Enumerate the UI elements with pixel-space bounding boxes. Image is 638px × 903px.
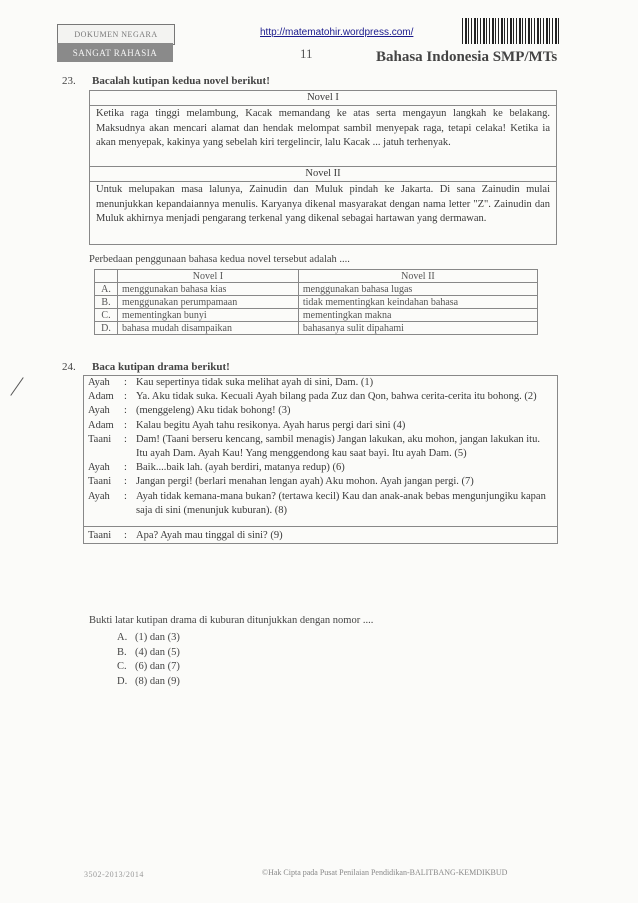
answer-option-c[interactable]: [95, 309, 538, 322]
choice-a[interactable]: [117, 631, 180, 646]
option-letter: B.: [95, 296, 118, 309]
option-novel-2-cell: menggunakan bahasa lugas: [298, 283, 537, 296]
choice-text: (6) dan (7): [135, 661, 180, 672]
stamp-sangat-rahasia: SANGAT RAHASIA: [57, 43, 173, 62]
table-header-novel-2: Novel II: [298, 270, 537, 283]
question-23-title: Bacalah kutipan kedua novel berikut!: [92, 75, 270, 87]
pen-mark: [10, 377, 23, 396]
speaker-name: Ayah: [88, 405, 110, 417]
choice-d[interactable]: [117, 675, 180, 690]
copyright-notice: ©Hak Cipta pada Pusat Penilaian Pendidikan-BALITBANG-KEMDIKBUD: [262, 868, 508, 877]
dialogue-text: Baik....baik lah. (ayah berdiri, matanya redup) (6): [136, 462, 345, 474]
drama-line: Ayah : Kau sepertinya tidak suka melihat ayah di sini, Dam. (1): [84, 376, 557, 390]
document-code: 3502-2013/2014: [84, 870, 144, 879]
drama-excerpt-box: [83, 375, 558, 544]
choice-text: (4) dan (5): [135, 646, 180, 658]
dialogue-text: Dam! (Taani berseru kencang, sambil menagis) Jangan lakukan, aku mohon, jangan lakukan itu. Itu ayah Dam. Ayah Kau! Yang menggendong kau saat bayi. Itu ayah Dam. (5): [136, 433, 540, 460]
question-24-number: 24.: [62, 361, 76, 373]
novel-2-text: Untuk melupakan masa lalunya, Zainudin dan Muluk pindah ke Jakarta. Di sana Zainudin mulai menunjukkan kepandaiannya menulis. Karyanya dikenal masyarakat dengan nama letter "Z". Zainudin dan Muluk akhirnya menjadi pengarang terkenal yang dikenal sebagai hartawan yang dermawan.: [96, 184, 550, 224]
answer-option-a[interactable]: [95, 283, 538, 296]
speaker-name: Taani: [88, 476, 112, 488]
choice-letter: C.: [117, 661, 127, 672]
drama-line: Adam : Kalau begitu Ayah tahu resikonya. Ayah harus pergi dari sini (4): [84, 419, 557, 433]
question-23-stem: Perbedaan penggunaan bahasa kedua novel tersebut adalah ....: [89, 254, 350, 265]
speaker-name: Ayah: [88, 462, 110, 474]
dialogue-text: Kalau begitu Ayah tahu resikonya. Ayah harus pergi dari sini (4): [136, 419, 406, 431]
novel-1-header: Novel I: [90, 91, 556, 106]
speaker-name: Ayah: [88, 490, 110, 502]
option-novel-2-cell: tidak mementingkan keindahan bahasa: [298, 296, 537, 309]
choice-c[interactable]: [117, 660, 180, 675]
option-letter: A.: [95, 283, 118, 296]
choice-text: (8) dan (9): [135, 675, 180, 687]
speaker-name: Taani: [88, 433, 112, 445]
option-novel-2-cell: mementingkan makna: [298, 309, 537, 322]
choice-text: (1) dan (3): [135, 632, 180, 643]
page-number: 11: [300, 46, 313, 61]
answer-table: [94, 269, 538, 335]
option-letter: C.: [95, 309, 118, 322]
table-corner: [95, 270, 118, 283]
speaker-name: Adam: [88, 391, 114, 403]
dialogue-text: Apa? Ayah mau tinggal di sini? (9): [136, 530, 283, 542]
novel-2-header: Novel II: [90, 166, 556, 182]
drama-line: Taani : Jangan pergi! (berlari menahan lengan ayah) Aku mohon. Ayah jangan pergi. (7): [84, 475, 557, 489]
option-novel-1-cell: bahasa mudah disampaikan: [118, 322, 299, 335]
choice-letter: D.: [117, 675, 128, 687]
drama-line: Adam : Ya. Aku tidak suka. Kecuali Ayah bilang pada Zuz dan Qon, bahwa cerita-cerita itu bohong. (2): [84, 390, 557, 404]
choice-letter: B.: [117, 646, 127, 658]
speaker-name: Taani: [88, 530, 112, 542]
choice-letter: A.: [117, 632, 128, 643]
drama-line: Ayah : Baik....baik lah. (ayah berdiri, matanya redup) (6): [84, 461, 557, 475]
table-header-novel-1: Novel I: [118, 270, 299, 283]
dialogue-text: (menggeleng) Aku tidak bohong! (3): [136, 405, 291, 417]
stamp-dokumen-negara: DOKUMEN NEGARA: [57, 24, 175, 45]
drama-line: Ayah : (menggeleng) Aku tidak bohong! (3): [84, 404, 557, 418]
answer-option-b[interactable]: [95, 296, 538, 309]
dialogue-text: Jangan pergi! (berlari menahan lengan ayah) Aku mohon. Ayah jangan pergi. (7): [136, 476, 474, 488]
question-23-number: 23.: [62, 75, 76, 87]
source-url-link[interactable]: http://matematohir.wordpress.com/: [260, 27, 414, 38]
drama-line: Ayah : Ayah tidak kemana-mana bukan? (tertawa kecil) Kau dan anak-anak bebas mengunjungiku kapan saja di sini (menunjuk kuburan). (8): [84, 490, 557, 518]
choice-b[interactable]: [117, 646, 180, 661]
option-novel-1-cell: mementingkan bunyi: [118, 309, 299, 322]
dialogue-text: Ayah tidak kemana-mana bukan? (tertawa kecil) Kau dan anak-anak bebas mengunjungiku kapan saja di sini (menunjuk kuburan). (8): [136, 490, 546, 516]
subject-title: Bahasa Indonesia SMP/MTs: [376, 49, 558, 65]
novel-1-text: Ketika raga tinggi melambung, Kacak memandang ke atas serta mengayun langkah ke belakang. Maksudnya akan mencari alamat dan hendak melompat sambil menyepak raga, tetapi celaka! Ketika ia akan menyepak, kakinya yang sebelah kiri tergelincir, lalu Kacak ... jatuh terhenyak.: [96, 108, 550, 148]
speaker-name: Adam: [88, 419, 114, 431]
option-novel-1-cell: menggunakan bahasa kias: [118, 283, 299, 296]
dialogue-text: Kau sepertinya tidak suka melihat ayah di sini, Dam. (1): [136, 377, 374, 388]
barcode: [462, 18, 561, 44]
question-24-title: Baca kutipan drama berikut!: [92, 361, 230, 373]
option-novel-1-cell: menggunakan perumpamaan: [118, 296, 299, 309]
question-24-stem: Bukti latar kutipan drama di kuburan ditunjukkan dengan nomor ....: [89, 615, 374, 626]
dialogue-text: Ya. Aku tidak suka. Kecuali Ayah bilang pada Zuz dan Qon, bahwa cerita-cerita itu bohong. (2): [136, 391, 537, 403]
drama-line: Taani : Dam! (Taani berseru kencang, sambil menagis) Jangan lakukan, aku mohon, jangan lakukan itu. Itu ayah Dam. Ayah Kau! Yang menggendong kau saat bayi. Itu ayah Dam. (5): [84, 433, 557, 461]
speaker-name: Ayah: [88, 377, 110, 388]
option-novel-2-cell: bahasanya sulit dipahami: [298, 322, 537, 335]
drama-line: Taani : Apa? Ayah mau tinggal di sini? (9): [84, 526, 557, 543]
question-24-choices: [117, 631, 180, 689]
novel-excerpt-box: [89, 90, 557, 245]
answer-option-d[interactable]: [95, 322, 538, 335]
option-letter: D.: [95, 322, 118, 335]
